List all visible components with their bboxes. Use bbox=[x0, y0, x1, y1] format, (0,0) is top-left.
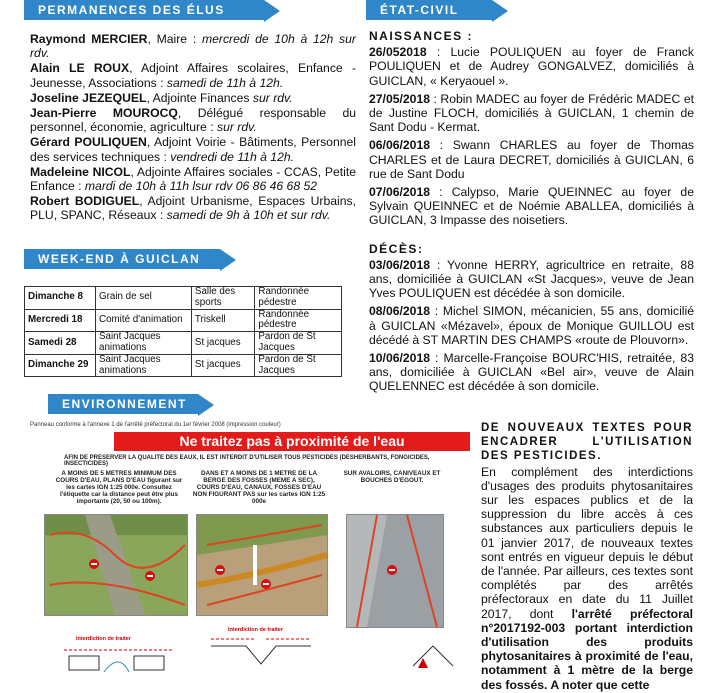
elu-role: , Maire : bbox=[147, 32, 202, 46]
weekend-organizer: Saint Jacques animations bbox=[96, 354, 192, 377]
banner-permanences: PERMANENCES DES ÉLUS bbox=[24, 0, 264, 20]
weekend-place: Salle des sports bbox=[191, 287, 254, 310]
elu-time: samedi de 11h à 12h. bbox=[166, 75, 284, 90]
entry-text: : Michel SIMON, mécanicien, 55 ans, domicilié à GUICLAN «Mézavel», époux de Monique GUILLOU est décédé à ST MARTIN DES CHAMPS «route de Plouvorn». bbox=[369, 304, 694, 347]
elu-entry bbox=[30, 194, 356, 222]
entry-text: : Calypso, Marie QUEINNEC au foyer de Sylvain QUEINNEC et de Noémie ABALLEA, domiciliés à GUICLAN, 3 Impasse des noisetiers. bbox=[369, 185, 694, 228]
elu-name: Raymond MERCIER bbox=[30, 32, 148, 46]
pesticides-body: En complément des interdictions d'usages des produits phytosanitaires sur les espaces publics et de la suppression du libre accès à ces substances aux particuliers depuis le 01 janvier 2017, de nouveaux textes sont entrés en vigueur depuis le début de l'année. Par ailleurs, ces textes sont complétés par des arrêtés préfectoraux en date du 11 Juillet 2017, dont l'arrêté préfectoral n°2017192-003 portant interdiction d'utilisation des produits phytosanitaires à proximité de l'eau, notamment à 1 mètre de la berge des fossés. A noter que cette bbox=[481, 464, 693, 692]
elu-name: Madeleine NICOL bbox=[30, 164, 131, 179]
weekend-row bbox=[25, 287, 342, 310]
deces-entry bbox=[369, 304, 694, 347]
entry-text: : Robin MADEC au foyer de Frédéric MADEC et de Justine FLOCH, domiciliés à GUICLAN, 1 chemin de Sant Dodu - Kermat. bbox=[369, 91, 694, 135]
diagram-drain bbox=[408, 636, 468, 675]
elu-time: sur rdv. bbox=[216, 120, 257, 135]
elu-entry bbox=[30, 91, 356, 105]
entry-date: 06/06/2018 bbox=[369, 138, 430, 153]
diagram2-label: Interdiction de traiter bbox=[228, 627, 284, 633]
weekend-day: Mercredi 18 bbox=[25, 309, 96, 332]
naissance-entry bbox=[369, 185, 694, 228]
entry-text: : Lucie POULIQUEN au foyer de Franck POULIQUEN et de Audrey GONGALVEZ, domiciliés à GUICLAN, « Keryaouel ». bbox=[369, 45, 694, 88]
entry-text: : Marcelle-Françoise BOURC'HIS, retraitée, 83 ans, domiciliée à GUICLAN «Bel air», veuve de Alain QUELENNEC est décédée à son domicile. bbox=[369, 351, 694, 394]
no-entry-icon bbox=[145, 571, 155, 581]
banner-environnement: ENVIRONNEMENT bbox=[48, 394, 198, 414]
deces-list bbox=[369, 258, 694, 394]
elu-role: , Adjointe Finances bbox=[146, 90, 253, 105]
elu-role: , Adjoint Urbanisme, Espaces Urbains, PLU, SPANC, Réseaux : bbox=[30, 194, 357, 223]
naissance-entry bbox=[369, 92, 694, 135]
no-entry-icon bbox=[261, 579, 271, 589]
weekend-event: Randonnée pédestre bbox=[255, 309, 342, 332]
no-entry-icon bbox=[215, 565, 225, 575]
weekend-event: Pardon de St Jacques bbox=[255, 354, 342, 377]
no-entry-icon bbox=[89, 559, 99, 569]
poster-col3-text: SUR AVALOIRS, CANIVEAUX ET BOUCHES D'EGOUT. bbox=[343, 470, 441, 484]
poster-title: Ne traitez pas à proximité de l'eau bbox=[114, 432, 470, 451]
entry-date: 07/06/2018 bbox=[369, 185, 430, 200]
photo-stream-image bbox=[45, 515, 187, 615]
naissance-entry bbox=[369, 45, 694, 88]
elu-name: Joseline JEZEQUEL bbox=[30, 90, 147, 105]
naissances-list bbox=[369, 45, 694, 227]
elu-time: sur rdv. bbox=[252, 90, 293, 105]
naissance-entry bbox=[369, 138, 694, 181]
etat-civil-section bbox=[369, 29, 694, 398]
weekend-day: Dimanche 8 bbox=[25, 287, 96, 310]
deces-heading: DÉCÈS: bbox=[369, 241, 424, 256]
pesticides-article bbox=[481, 421, 693, 693]
naissances-heading: NAISSANCES : bbox=[369, 29, 474, 43]
weekend-organizer: Comité d'animation bbox=[96, 309, 192, 332]
elu-name: Jean-Pierre MOUROCQ bbox=[30, 106, 178, 121]
elu-entry bbox=[30, 61, 356, 89]
weekend-place: Triskell bbox=[191, 309, 254, 332]
entry-text: : Swann CHARLES au foyer de Thomas CHARLES et de Laura DECRET, domiciliés à GUICLAN, 6 rue de Sant Dodu bbox=[369, 138, 694, 181]
photo-gutter bbox=[346, 514, 444, 628]
weekend-day: Samedi 28 bbox=[25, 332, 96, 355]
diagram-stream-buffer bbox=[54, 642, 184, 675]
weekend-row bbox=[25, 354, 342, 377]
weekend-event: Pardon de St Jacques bbox=[255, 332, 342, 355]
deces-entry bbox=[369, 351, 694, 394]
photo-roadside-ditch bbox=[196, 514, 328, 616]
elu-role: , Adjoint Voirie - Bâtiments, Personnel des services techniques : bbox=[30, 135, 356, 164]
weekend-row bbox=[25, 309, 342, 332]
poster-col2-text: DANS ET A MOINS DE 1 METRE DE LA BERGE DES FOSSES (MEME A SEC), COURS D'EAU, CANAUX, FOSSES D'EAU NON FIGURANT PAS sur les cartes IGN 1:25 000e bbox=[192, 470, 326, 505]
elu-time: vendredi de 11h à 12h. bbox=[170, 149, 295, 164]
pesticides-title: DE NOUVEAUX TEXTES POUR ENCADRER L'UTILISATION DES PESTICIDES. bbox=[481, 422, 693, 463]
entry-date: 10/06/2018 bbox=[369, 351, 430, 366]
diagram-ditch-buffer bbox=[206, 634, 316, 675]
elu-name: Alain LE ROUX bbox=[30, 61, 130, 76]
poster-subtitle: AFIN DE PRESERVER LA QUALITE DES EAUX, IL EST INTERDIT D'UTILISER TOUS PESTICIDES (DESHERBANTS, FONGICIDES, INSECTICIDES) bbox=[64, 455, 430, 467]
weekend-event: Randonnée pédestre bbox=[255, 287, 342, 310]
poster-col1-text: A MOINS DE 5 METRES MINIMUM DES COURS D'EAU, PLANS D'EAU figurant sur les cartes IGN 1:25 000e. Consultez l'étiquette car la distance peut être plus importante (20, 50 ou 100m). bbox=[55, 470, 183, 505]
elu-time: mercredi de 10h à 12h sur rdv. bbox=[30, 32, 356, 61]
weekend-day: Dimanche 29 bbox=[25, 354, 96, 377]
entry-date: 03/06/2018 bbox=[369, 257, 430, 272]
weekend-place: St jacques bbox=[191, 332, 254, 355]
elus-list bbox=[30, 32, 356, 224]
pesticide-poster bbox=[24, 420, 470, 675]
diagram1-label: Interdiction de traiter bbox=[76, 636, 132, 642]
elu-name: Gérard POULIQUEN bbox=[30, 135, 147, 150]
weekend-place: St jacques bbox=[191, 354, 254, 377]
weekend-organizer: Saint Jacques animations bbox=[96, 332, 192, 355]
elu-role: , Délégué responsable du personnel, économie, agriculture : bbox=[30, 106, 356, 135]
entry-text: : Yvonne HERRY, agricultrice en retraite, 88 ans, domiciliée à GUICLAN «St Jacques», veuve de Jean Yves POULIQUEN est décédée à son domicile. bbox=[369, 257, 694, 301]
elu-entry bbox=[30, 165, 356, 193]
deces-entry bbox=[369, 258, 694, 301]
elu-role: , Adjointe Affaires sociales - CCAS, Petite Enfance : bbox=[30, 164, 356, 194]
elu-role: , Adjoint Affaires scolaires, Enfance - Jeunesse, Associations : bbox=[30, 61, 357, 90]
photo-stream bbox=[44, 514, 188, 616]
banner-weekend: WEEK-END À GUICLAN bbox=[24, 249, 220, 269]
no-entry-icon bbox=[387, 565, 397, 575]
weekend-organizer: Grain de sel bbox=[96, 287, 192, 310]
entry-date: 26/052018 bbox=[369, 45, 427, 60]
banner-etat-civil: ÉTAT-CIVIL bbox=[366, 0, 492, 20]
elu-time: samedi de 9h à 10h et sur rdv. bbox=[166, 208, 331, 223]
weekend-table bbox=[24, 286, 342, 377]
elu-entry bbox=[30, 135, 356, 163]
weekend-row bbox=[25, 332, 342, 355]
elu-name: Robert BODIGUEL bbox=[30, 194, 140, 209]
elu-time: mardi de 10h à 11h lsur rdv 06 86 46 68 52 bbox=[84, 179, 318, 194]
poster-note: Panneau conforme à l'annexe 1 de l'arrêté préfectoral du 1er février 2008 (impression couleur) bbox=[30, 422, 281, 428]
elu-entry bbox=[30, 106, 356, 134]
elu-entry bbox=[30, 32, 356, 60]
entry-date: 27/05/2018 bbox=[369, 91, 430, 106]
entry-date: 08/06/2018 bbox=[369, 304, 430, 319]
